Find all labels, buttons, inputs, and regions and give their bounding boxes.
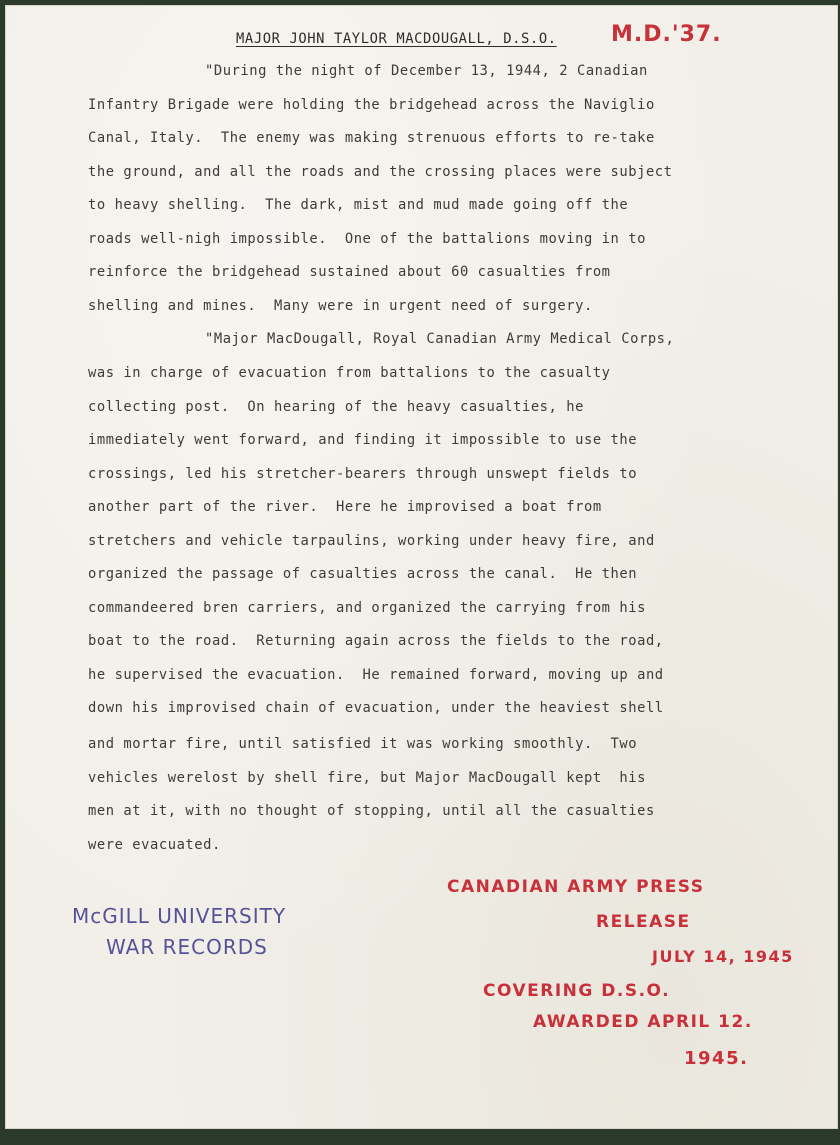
body-line: another part of the river. Here he improvised a boat from (88, 499, 602, 515)
body-line: collecting post. On hearing of the heavy casualties, he (88, 399, 584, 415)
body-line: immediately went forward, and finding it impossible to use the (88, 432, 638, 448)
handwritten-note-line: RELEASE (596, 912, 691, 932)
body-line: down his improvised chain of evacuation, under the heaviest shell (88, 700, 664, 716)
handwritten-note-line: COVERING D.S.O. (483, 981, 671, 1001)
archive-stamp-line: WAR RECORDS (106, 935, 268, 959)
body-line: "Major MacDougall, Royal Canadian Army Medical Corps, (205, 331, 675, 347)
archive-stamp-line: McGILL UNIVERSITY (72, 904, 287, 928)
handwritten-note-line: CANADIAN ARMY PRESS (447, 877, 705, 897)
body-line: men at it, with no thought of stopping, until all the casualties (88, 803, 655, 819)
body-line: he supervised the evacuation. He remained forward, moving up and (88, 667, 664, 683)
body-line: Infantry Brigade were holding the bridgehead across the Naviglio (88, 97, 655, 113)
document-title: MAJOR JOHN TAYLOR MACDOUGALL, D.S.O. (236, 31, 557, 47)
handwritten-note-line: JULY 14, 1945 (652, 947, 794, 966)
body-line: was in charge of evacuation from battalions to the casualty (88, 365, 611, 381)
body-line: shelling and mines. Many were in urgent need of surgery. (88, 298, 593, 314)
reference-note: M.D.'37. (611, 22, 722, 47)
body-line: Canal, Italy. The enemy was making strenuous efforts to re-take (88, 130, 655, 146)
handwritten-note-line: AWARDED APRIL 12. (533, 1012, 753, 1032)
handwritten-note-line: 1945. (684, 1048, 749, 1069)
body-line: vehicles werelost by shell fire, but Major MacDougall kept his (88, 770, 646, 786)
body-line: crossings, led his stretcher-bearers through unswept fields to (88, 466, 638, 482)
body-line: were evacuated. (88, 837, 221, 853)
body-line: reinforce the bridgehead sustained about 60 casualties from (88, 264, 611, 280)
body-line: commandeered bren carriers, and organized the carrying from his (88, 600, 646, 616)
body-line: stretchers and vehicle tarpaulins, working under heavy fire, and (88, 533, 655, 549)
body-line: "During the night of December 13, 1944, 2 Canadian (205, 63, 648, 79)
body-line: boat to the road. Returning again across the fields to the road, (88, 633, 664, 649)
body-line: organized the passage of casualties across the canal. He then (88, 566, 638, 582)
body-line: and mortar fire, until satisfied it was working smoothly. Two (88, 736, 638, 752)
body-line: to heavy shelling. The dark, mist and mud made going off the (88, 197, 629, 213)
body-line: the ground, and all the roads and the crossing places were subject (88, 164, 673, 180)
body-line: roads well-nigh impossible. One of the battalions moving in to (88, 231, 646, 247)
